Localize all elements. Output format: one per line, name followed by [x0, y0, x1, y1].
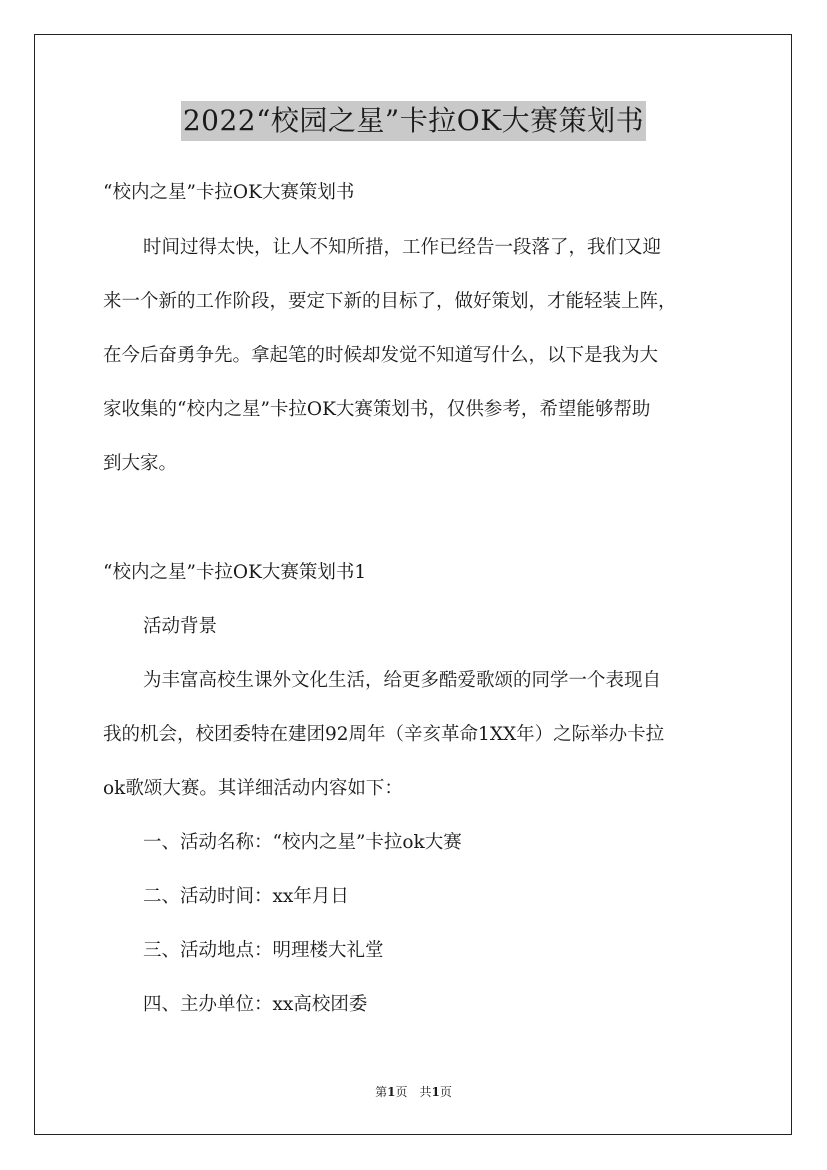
list-item: 二、活动时间：xx年月日 [143, 886, 349, 907]
background-heading: 活动背景 [143, 616, 218, 637]
page-number-mid: 页 共 [395, 1085, 432, 1099]
page-number-suffix: 页 [439, 1085, 452, 1099]
section-heading: “校内之星”卡拉OK大赛策划书1 [103, 562, 367, 583]
total-page-number: 1 [431, 1085, 440, 1099]
current-page-number: 1 [387, 1085, 396, 1099]
background-line-3: ok歌颂大赛。其详细活动内容如下： [103, 778, 403, 799]
background-line-1: 为丰富高校生课外文化生活，给更多酷爱歌颂的同学一个表现自 [143, 670, 662, 691]
document-title: 2022“校园之星”卡拉OK大赛策划书 [181, 101, 646, 141]
intro-line-1: 时间过得太快，让人不知所措，工作已经告一段落了，我们又迎 [143, 237, 662, 258]
page-number-prefix: 第 [375, 1085, 388, 1099]
list-item: 四、主办单位：xx高校团委 [143, 994, 368, 1015]
intro-line-5: 到大家。 [103, 453, 178, 474]
intro-line-2: 来一个新的工作阶段，要定下新的目标了，做好策划，才能轻装上阵， [103, 291, 677, 312]
intro-line-4: 家收集的“校内之星”卡拉OK大赛策划书，仅供参考，希望能够帮助 [103, 399, 651, 420]
title-container [0, 101, 827, 141]
page-footer [0, 1084, 827, 1100]
document-subtitle: “校内之星”卡拉OK大赛策划书 [103, 182, 355, 203]
list-item: 一、活动名称：“校内之星”卡拉ok大赛 [143, 832, 462, 853]
list-item: 三、活动地点：明理楼大礼堂 [143, 940, 384, 961]
background-line-2: 我的机会，校团委特在建团92周年（辛亥革命1XX年）之际举办卡拉 [103, 724, 665, 745]
intro-line-3: 在今后奋勇争先。拿起笔的时候却发觉不知道写什么，以下是我为大 [103, 345, 659, 366]
